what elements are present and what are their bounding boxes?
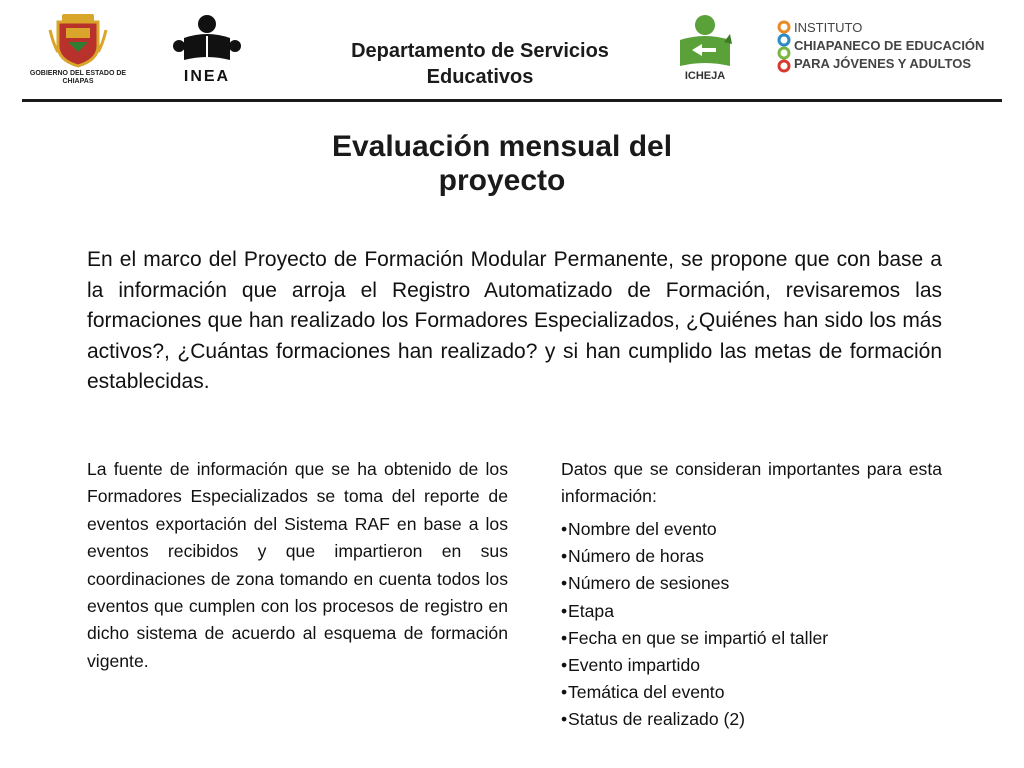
list-item: [561, 706, 942, 733]
bullet-icon: •: [561, 519, 568, 539]
list-item-label: Temática del evento: [568, 682, 725, 703]
list-item-label: Número de sesiones: [568, 573, 730, 594]
bullet-icon: •: [561, 709, 568, 730]
instituto-logo: [770, 18, 990, 76]
important-data-section: [561, 456, 942, 734]
inea-logo-label: INEA: [183, 68, 231, 85]
list-item: [561, 652, 942, 679]
reader-icon: [170, 14, 244, 66]
bullet-icon: •: [561, 655, 568, 676]
coat-of-arms-icon: [28, 12, 128, 70]
list-item: [561, 570, 942, 597]
icheja-logo: [672, 14, 738, 88]
page-title-line2: proyecto: [438, 164, 566, 197]
list-item: [561, 679, 942, 706]
list-item-label: Status de realizado (2): [568, 709, 746, 730]
instituto-line3: PARA JÓVENES Y ADULTOS: [794, 56, 971, 71]
header: [0, 0, 1024, 104]
page-title: [262, 130, 742, 198]
header-divider: [22, 99, 1002, 102]
bullet-icon: •: [561, 600, 568, 621]
bullet-icon: •: [561, 682, 568, 703]
important-data-lead: Datos que se consideran importantes para esta información:: [561, 459, 942, 506]
list-item-label: Evento impartido: [568, 655, 701, 676]
colored-dots-icon: [770, 18, 792, 76]
list-item-label: Etapa: [568, 600, 614, 621]
list-item: [561, 598, 942, 625]
chiapas-government-logo: [28, 12, 128, 92]
list-item: [561, 625, 942, 652]
list-item: [561, 543, 942, 570]
list-item-label: Nombre del evento: [568, 519, 717, 539]
list-item-label: Fecha en que se impartió el taller: [568, 627, 829, 648]
chiapas-logo-label: GOBIERNO DEL ESTADO DE CHIAPAS: [29, 70, 127, 85]
instituto-line2: CHIAPANECO DE EDUCACIÓN: [794, 38, 985, 53]
list-item: [561, 516, 942, 543]
inea-logo: [170, 14, 244, 88]
important-data-list: [561, 516, 942, 734]
page-title-line1: Evaluación mensual del: [331, 130, 673, 163]
department-title-line1: Departamento de Servicios: [351, 40, 609, 62]
icheja-figure-icon: [672, 14, 738, 70]
bullet-icon: •: [561, 627, 568, 648]
instituto-line1: INSTITUTO: [794, 20, 863, 35]
bullet-icon: •: [561, 573, 568, 594]
department-title: [290, 38, 670, 90]
bullet-icon: •: [561, 546, 568, 567]
source-paragraph: La fuente de información que se ha obtenido de los Formadores Especializados se toma del reporte de eventos exportación del Sistema RAF en base a los eventos recibidos y que impartieron en sus coordinaciones de zona tomando en cuenta todos los eventos que cumplen con los procesos de registro en dicho sistema de acuerdo al esquema de formación vigente.: [87, 459, 508, 671]
list-item-label: Número de horas: [568, 546, 704, 567]
department-title-line2: Educativos: [426, 66, 534, 88]
icheja-logo-label: ICHEJA: [684, 70, 726, 82]
intro-paragraph: En el marco del Proyecto de Formación Modular Permanente, se propone que con base a la información que arroja el Registro Automatizado de Formación, revisaremos las formaciones que han realizado los Formadores Especializados, ¿Quiénes han sido los más activos?, ¿Cuántas formaciones han realizado? y si han cumplido las metas de formación establecidas.: [87, 248, 942, 394]
